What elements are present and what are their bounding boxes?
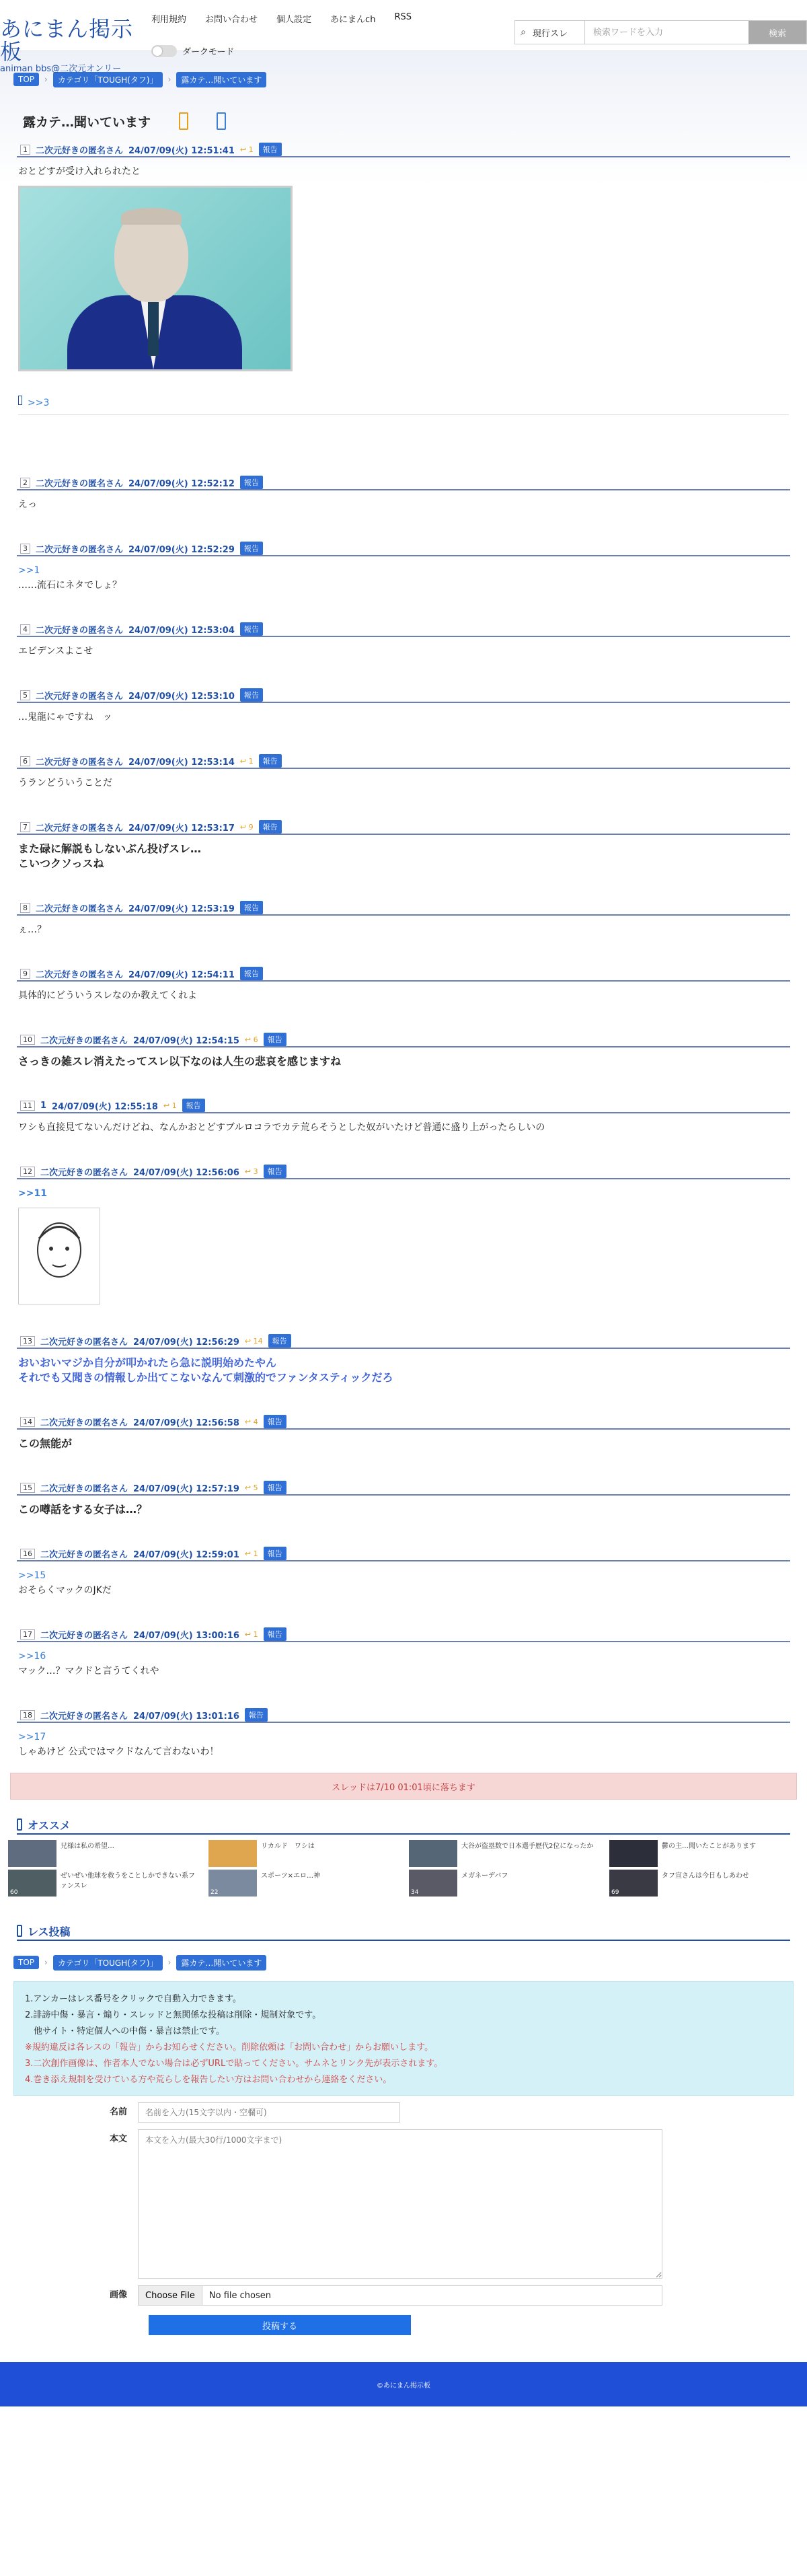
post [17,1165,790,1304]
reply-count[interactable]: ↩ 3 [244,1167,258,1176]
post [17,1099,790,1135]
report-button[interactable]: 報告 [240,542,263,555]
poster-name: 二次元好きの匿名さん [36,145,124,156]
report-button[interactable]: 報告 [264,1547,286,1560]
post-text: ワシも直接見てないんだけどね、なんかおとどすブルロコラでカテ荒らそうとした奴がいたけど普通に盛り上がったらしいの [18,1122,545,1133]
post-date: 24/07/09(火) 12:55:18 [52,1101,158,1112]
image-file-input[interactable] [138,2285,662,2306]
breadcrumb-separator: › [167,1958,171,1967]
post-header [17,1627,790,1642]
post-number[interactable]: 7 [20,822,30,832]
report-button[interactable]: 報告 [240,622,263,636]
recommend-title: オススメ [28,1818,71,1832]
post [17,1708,790,1759]
name-label: 名前 [109,2107,127,2117]
post-number[interactable]: 1 [20,145,30,155]
poster-name: 二次元好きの匿名さん [36,478,124,489]
recommend-item[interactable] [208,1870,398,1897]
post-body [17,1179,790,1304]
reply-count[interactable]: ↩ 1 [244,1629,258,1639]
post-date: 24/07/09(火) 13:00:16 [133,1630,239,1641]
reply-count[interactable]: ↩ 1 [244,1549,258,1558]
post-number[interactable]: 14 [20,1417,35,1427]
poster-name: 二次元好きの匿名さん [40,1337,128,1348]
site-header [0,0,807,74]
file-name: No file chosen [208,2290,271,2301]
rule-line: 他サイト・特定個人への中傷・暴言は禁止です。 [25,2026,225,2036]
post-date: 24/07/09(火) 12:53:19 [128,904,235,914]
post-text: この無能が [18,1437,73,1450]
post-body [17,769,790,790]
report-button[interactable]: 報告 [264,1627,286,1641]
post-header [17,820,790,835]
post-header [17,967,790,982]
post-footer [18,396,789,415]
reply-count-value: 1 [248,145,254,154]
recommend-thumbnail [609,1840,658,1867]
post-date: 24/07/09(火) 12:52:12 [128,478,235,489]
choose-file-button[interactable]: Choose File [139,2286,202,2305]
breadcrumb-top[interactable]: TOP [13,73,39,86]
submit-button[interactable]: 投稿する [149,2315,411,2335]
post [17,901,790,937]
recommend-item[interactable] [609,1840,799,1867]
post-text: ぇ…？ [18,924,46,935]
poster-name: 二次元好きの匿名さん [36,904,124,914]
recommend-title: 鬱の主…聞いたことがあります [662,1843,756,1850]
page-title: 露カテ…聞いています [23,114,151,130]
reply-count[interactable]: ↩ 1 [239,756,254,766]
site-footer [0,2362,807,2406]
recommend-title: タフ宣さんは今日もしあわせ [662,1872,749,1880]
post-date: 24/07/09(火) 12:51:41 [128,145,235,156]
post-date: 24/07/09(火) 12:54:15 [133,1035,239,1046]
recommend-thumbnail [609,1870,658,1897]
recommend-count: 60 [10,1889,18,1896]
report-button[interactable]: 報告 [259,754,282,768]
post-number[interactable]: 4 [20,624,30,634]
breadcrumb-separator: › [44,1958,48,1967]
post-date: 24/07/09(火) 12:56:58 [133,1418,239,1428]
rule-line: 2.誹謗中傷・暴言・煽り・スレッドと無関係な投稿は削除・規制対象です。 [25,2010,321,2020]
post-body [17,982,790,1003]
post-date: 24/07/09(火) 12:56:06 [133,1167,239,1178]
reply-count-value: 14 [253,1336,263,1346]
post-body [17,835,790,871]
post-body [17,1047,790,1069]
poster-name: 二次元好きの匿名さん [36,544,124,555]
search-button[interactable]: 検索 [748,21,806,44]
nav-rss[interactable]: RSS [394,12,412,22]
post-date: 24/07/09(火) 12:53:10 [128,691,235,702]
reply-anchor[interactable]: >>17 [18,1732,46,1742]
report-button[interactable]: 報告 [264,1165,286,1178]
bookmark-icon[interactable] [179,112,188,130]
post-date: 24/07/09(火) 12:53:17 [128,823,235,834]
poster-name: 二次元好きの匿名さん [40,1167,128,1178]
report-button[interactable]: 報告 [264,1415,286,1428]
reply-count[interactable]: ↩ 6 [244,1035,258,1044]
nav-settings[interactable]: 個人設定 [276,15,312,25]
post-number[interactable]: 17 [20,1629,35,1640]
recommend-thumbnail [208,1840,257,1867]
report-button[interactable]: 報告 [245,1708,268,1722]
post-body [17,637,790,659]
poster-name: 二次元好きの匿名さん [36,757,124,768]
report-button[interactable]: 報告 [259,820,282,834]
post [17,476,790,512]
post-body [17,157,790,415]
reply-count-value: 6 [253,1035,258,1044]
reply-anchor[interactable]: >>11 [18,1188,47,1199]
post-text: …鬼龍にゃですね ッ [18,712,112,723]
breadcrumb-thread[interactable]: 露カテ…聞いています [176,72,266,87]
post-date: 24/07/09(火) 12:57:19 [133,1483,239,1494]
reply-count[interactable]: ↩ 14 [244,1336,263,1346]
recommend-count: 69 [611,1889,619,1896]
breadcrumb-category[interactable]: カテゴリ「TOUGH(タフ)」 [53,1955,163,1971]
darkmode-label: ダークモード [182,47,235,57]
post [17,1033,790,1069]
recommend-thumbnail [8,1870,56,1897]
poster-name: 二次元好きの匿名さん [40,1711,128,1722]
recommend-title: メガネーデバフ [461,1872,508,1880]
post-body [17,1642,790,1679]
post-header [17,1099,790,1113]
post-text: 具体的にどういうスレなのか教えてくれよ [18,990,197,1001]
reply-count-value: 9 [248,822,254,832]
reply-count[interactable]: ↩ 4 [244,1417,258,1426]
reply-count-value: 5 [253,1483,258,1492]
thread-expiry-notice: スレッドは7/10 01:01頃に落ちます [10,1773,797,1800]
image-label: 画像 [109,2290,127,2300]
post-header [17,143,790,157]
post-body [17,1723,790,1759]
post-number[interactable]: 18 [20,1710,35,1720]
post-body [17,1113,790,1135]
main-content [0,51,807,1759]
post-body [17,1349,790,1385]
post-text: えっ [18,499,37,510]
post-text: さっきの雑スレ消えたってスレ以下なのは人生の悲哀を感じますね [18,1055,342,1068]
body-field[interactable] [138,2129,662,2279]
recommend-title: スポーツ×エロ…神 [261,1872,320,1880]
post-date: 24/07/09(火) 12:53:04 [128,625,235,636]
reply-count-value: 4 [253,1417,258,1426]
search-icon: ⌕ [521,27,526,38]
post-number[interactable]: 12 [20,1167,35,1177]
post [17,1415,790,1451]
image-row [0,2285,807,2306]
report-button[interactable]: 報告 [259,143,282,156]
darkmode-toggle-row [151,44,234,57]
post-number[interactable]: 2 [20,478,30,488]
post-date: 24/07/09(火) 12:54:11 [128,969,235,980]
post-header [17,1708,790,1723]
rule-line: 4.巻き添え規制を受けている方や荒らしを報告したい方はお問い合わせから連絡をください。 [25,2075,392,2085]
post-header [17,1415,790,1430]
reply-anchor[interactable]: >>16 [18,1651,46,1662]
post-number[interactable]: 11 [20,1101,35,1111]
recommend-item[interactable] [8,1840,198,1867]
recommend-thumbnail [409,1870,457,1897]
poster-name: 二次元好きの匿名さん [40,1549,128,1560]
posting-rules [13,1981,794,2096]
recommend-title: 大谷が盗塁数で日本選手歴代2位になったか [461,1843,594,1850]
recommend-thumbnail [208,1870,257,1897]
top-nav [151,12,412,25]
post-header [17,901,790,916]
poster-name: 1 [40,1100,47,1111]
report-button[interactable]: 報告 [268,1334,291,1348]
post-text: おとどすが受け入れられたと [18,166,141,177]
post [17,754,790,790]
post-number[interactable]: 9 [20,969,30,979]
report-button[interactable]: 報告 [240,967,263,980]
post-header [17,1547,790,1561]
reply-form [0,2102,807,2335]
reply-icon [18,396,22,405]
nav-contact[interactable]: お問い合わせ [205,15,258,25]
thread-title-row [0,87,807,136]
post-body [17,1430,790,1451]
rule-line: ※規約違反は各レスの「報告」からお知らせください。削除依頼は「お問い合わせ」からお願いします。 [25,2043,434,2053]
post-header [17,476,790,490]
post-header [17,754,790,769]
reply-title: レス投稿 [28,1925,71,1938]
post-text: エビデンスよこせ [18,646,93,657]
rule-line: 1.アンカーはレス番号をクリックで自動入力できます。 [25,1994,241,2004]
post-number[interactable]: 13 [20,1336,35,1346]
body-label: 本文 [109,2134,127,2144]
post-text: おいおいマジか自分が叩かれたら急に説明始めたやん それでも又聞きの情報しか出てこないなんて刺激的でファンタスティックだろ [18,1356,393,1384]
post-header [17,542,790,556]
logo-title: あにまん掲示板 [0,16,134,65]
search-scope-select[interactable]: 現行スレ [531,21,585,44]
post-text: おそらくマックのJKだ [18,1585,112,1596]
post-date: 24/07/09(火) 12:56:29 [133,1337,239,1348]
poster-name: 二次元好きの匿名さん [36,625,124,636]
reply-count[interactable]: ↩ 1 [239,145,254,154]
recommend-item[interactable] [409,1840,599,1867]
reply-link[interactable]: >>3 [28,398,50,408]
post-number[interactable]: 8 [20,903,30,913]
post-text: しゃあけど 公式ではマクドなんて言わないわ！ [18,1746,219,1757]
post-header [17,1481,790,1496]
recommend-grid [8,1840,799,1897]
poster-name: 二次元好きの匿名さん [40,1418,128,1428]
recommend-title: リカルド ワシは [261,1843,315,1850]
pencil-icon [17,1925,22,1937]
poster-name: 二次元好きの匿名さん [36,823,124,834]
reply-section-title [17,1922,790,1941]
post [17,143,790,415]
post-header [17,622,790,637]
reply-count[interactable]: ↩ 1 [163,1101,177,1110]
post-number[interactable]: 5 [20,690,30,700]
post-date: 24/07/09(火) 12:52:29 [128,544,235,555]
poster-name: 二次元好きの匿名さん [40,1035,128,1046]
recommend-title: ぜいぜい他球を救うをことしかできない系ファンスレ [61,1872,195,1890]
breadcrumb-thread[interactable]: 露カテ…聞いています [176,1955,266,1971]
recommend-section-title [17,1816,790,1835]
post [17,820,790,871]
post-header [17,1334,790,1349]
search-input[interactable] [585,21,748,44]
report-button[interactable]: 報告 [240,901,263,914]
post-text: この噂話をする女子は…？ [18,1503,148,1516]
breadcrumb-top[interactable]: TOP [13,1956,39,1969]
post [17,542,790,593]
reply-count-value: 1 [248,756,254,766]
footer-copyright: ©あにまん掲示板 [377,2382,430,2390]
post-date: 24/07/09(火) 13:01:16 [133,1711,239,1722]
body-row [0,2129,807,2279]
nav-animanch[interactable]: あにまんch [330,15,376,25]
recommend-title: 兄様は私の希望… [61,1843,114,1850]
reply-anchor[interactable]: >>15 [18,1570,46,1581]
reply-count-value: 1 [171,1101,177,1110]
recommend-thumbnail [8,1840,56,1867]
reply-count-value: 1 [253,1549,258,1558]
reply-count[interactable]: ↩ 9 [239,822,254,832]
recommend-thumbnail [409,1840,457,1867]
breadcrumb-separator: › [167,75,171,84]
post-number[interactable]: 16 [20,1549,35,1559]
post-header [17,1165,790,1179]
post-text: うランどういうことだ [18,778,112,788]
post-body [17,1561,790,1598]
poster-name: 二次元好きの匿名さん [40,1630,128,1641]
form-breadcrumb [0,1941,807,1972]
reply-anchor[interactable]: >>1 [18,565,40,576]
report-button[interactable]: 報告 [182,1099,205,1112]
post-date: 24/07/09(火) 12:53:14 [128,757,235,768]
name-row [0,2102,807,2123]
poster-name: 二次元好きの匿名さん [36,691,124,702]
post-image[interactable] [18,1208,100,1304]
reply-count[interactable]: ↩ 5 [244,1483,258,1492]
post-image[interactable] [18,186,293,371]
post [17,1627,790,1679]
post-date: 24/07/09(火) 12:59:01 [133,1549,239,1560]
report-button[interactable]: 報告 [264,1481,286,1494]
post-number[interactable]: 15 [20,1483,35,1493]
report-button[interactable]: 報告 [240,688,263,702]
recommend-count: 34 [411,1889,419,1896]
post-text: ……流石にネタでしょ？ [18,580,122,591]
poster-name: 二次元好きの匿名さん [36,969,124,980]
recommend-item[interactable] [409,1870,599,1897]
post-header [17,1033,790,1047]
share-icon[interactable] [217,112,226,130]
reply-count-value: 3 [253,1167,258,1176]
post [17,1547,790,1598]
recommend-count: 22 [210,1889,219,1896]
recommend-item[interactable] [8,1870,198,1897]
name-field[interactable] [138,2102,400,2123]
breadcrumb-category[interactable]: カテゴリ「TOUGH(タフ)」 [53,72,163,87]
recommend-item[interactable] [208,1840,398,1867]
search-bar [514,20,807,44]
poster-name: 二次元好きの匿名さん [40,1483,128,1494]
site-logo[interactable] [0,17,141,75]
logo-subtitle: animan bbs@二次元オンリー [0,64,122,74]
post-header [17,688,790,703]
post [17,1481,790,1517]
post [17,622,790,659]
post-body [17,916,790,937]
post-body [17,556,790,593]
breadcrumb-separator: › [44,75,48,84]
recommend-item[interactable] [609,1870,799,1897]
post-number[interactable]: 10 [20,1035,35,1045]
post-body [17,490,790,512]
post [17,1334,790,1385]
post-body [17,703,790,725]
darkmode-toggle[interactable] [151,45,177,57]
report-button[interactable]: 報告 [264,1033,286,1046]
post-text: また碌に解説もしないぶん投げスレ… こいつクソっスね [18,842,202,870]
post-body [17,1496,790,1517]
rule-line: 3.二次創作画像は、作者本人でない場合は必ずURLで貼ってください。サムネとリンク先が表示されます。 [25,2059,443,2069]
nav-terms[interactable]: 利用規約 [151,15,187,25]
reply-count-value: 1 [253,1629,258,1639]
report-button[interactable]: 報告 [240,476,263,489]
recommend-icon [17,1818,22,1831]
post-number[interactable]: 6 [20,756,30,766]
post [17,967,790,1003]
post-text: マック…？マクドと言うてくれや [18,1666,159,1677]
post-list [0,143,807,1759]
post-number[interactable]: 3 [20,544,30,554]
post [17,688,790,725]
